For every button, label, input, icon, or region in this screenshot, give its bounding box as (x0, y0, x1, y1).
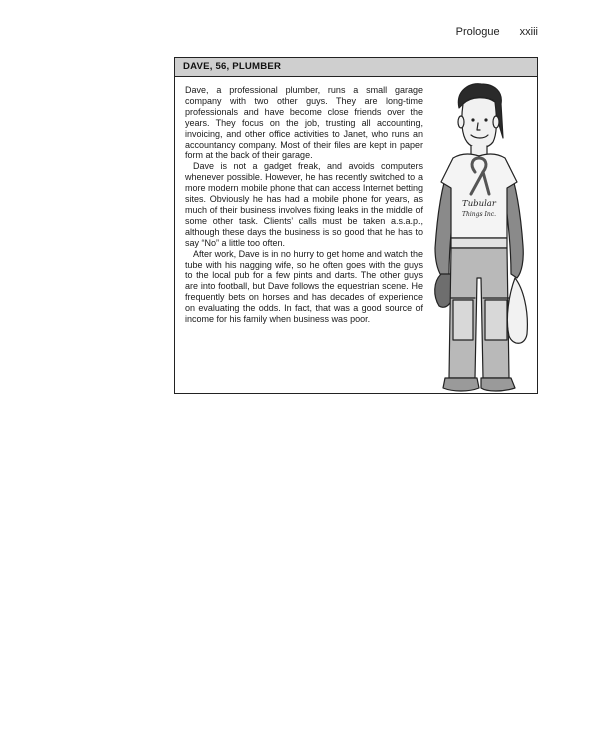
belt (451, 238, 507, 248)
persona-paragraph-2: Dave is not a gadget freak, and avoids computers whenever possible. However, he has recently switched to a more modern mobile phone that can access Internet betting sites. Obviously he has had a mobile phone for years, as much of their business involves fixing leaks in the middle of some other task. Clients’ calls must be taken a.s.a.p., although these days the business is so good that he has to say “No” a little too often. (185, 161, 423, 248)
persona-text (185, 85, 423, 325)
carry-bag (507, 278, 527, 343)
persona-box (174, 57, 538, 394)
shirt-text-line1: Tubular (462, 199, 496, 209)
persona-paragraph-3: After work, Dave is in no hurry to get home and watch the tube with his nagging wife, so he often goes with the guys to the local pub for a few pints and darts. The other guys are into football, but Dave follows the equestrian scene. He frequently bets on horses and has decades of experience on evaluating the odds. In fact, that was a good source of income for his family when business was poor. (185, 248, 423, 325)
persona-paragraph-1: Dave, a professional plumber, runs a small garage company with two other guys. They are long-time professionals and have become close friends over the years. They focus on the job, trusting all accounting, invoicing, and other office activities to Janet, who runs an accountancy company. Most of their files are kept in paper form at the back of their garage. (185, 85, 423, 161)
t-shirt (441, 154, 517, 238)
plumber-drawing (423, 78, 535, 394)
running-head (456, 26, 538, 38)
persona-header: DAVE, 56, PLUMBER (175, 58, 537, 77)
knee-patch-left (453, 300, 473, 340)
page-number: xxiii (519, 26, 538, 38)
eye-left (471, 118, 474, 121)
ear-left (458, 116, 464, 128)
shirt-text-line2: Things Inc. (462, 211, 496, 218)
shoe-right (481, 378, 515, 391)
shoe-left (443, 378, 479, 391)
eye-right (484, 118, 487, 121)
head (462, 98, 497, 148)
knee-patch-right (485, 300, 507, 340)
ear-right (493, 116, 499, 128)
plumber-illustration (423, 78, 535, 394)
running-head-section: Prologue (455, 26, 500, 38)
